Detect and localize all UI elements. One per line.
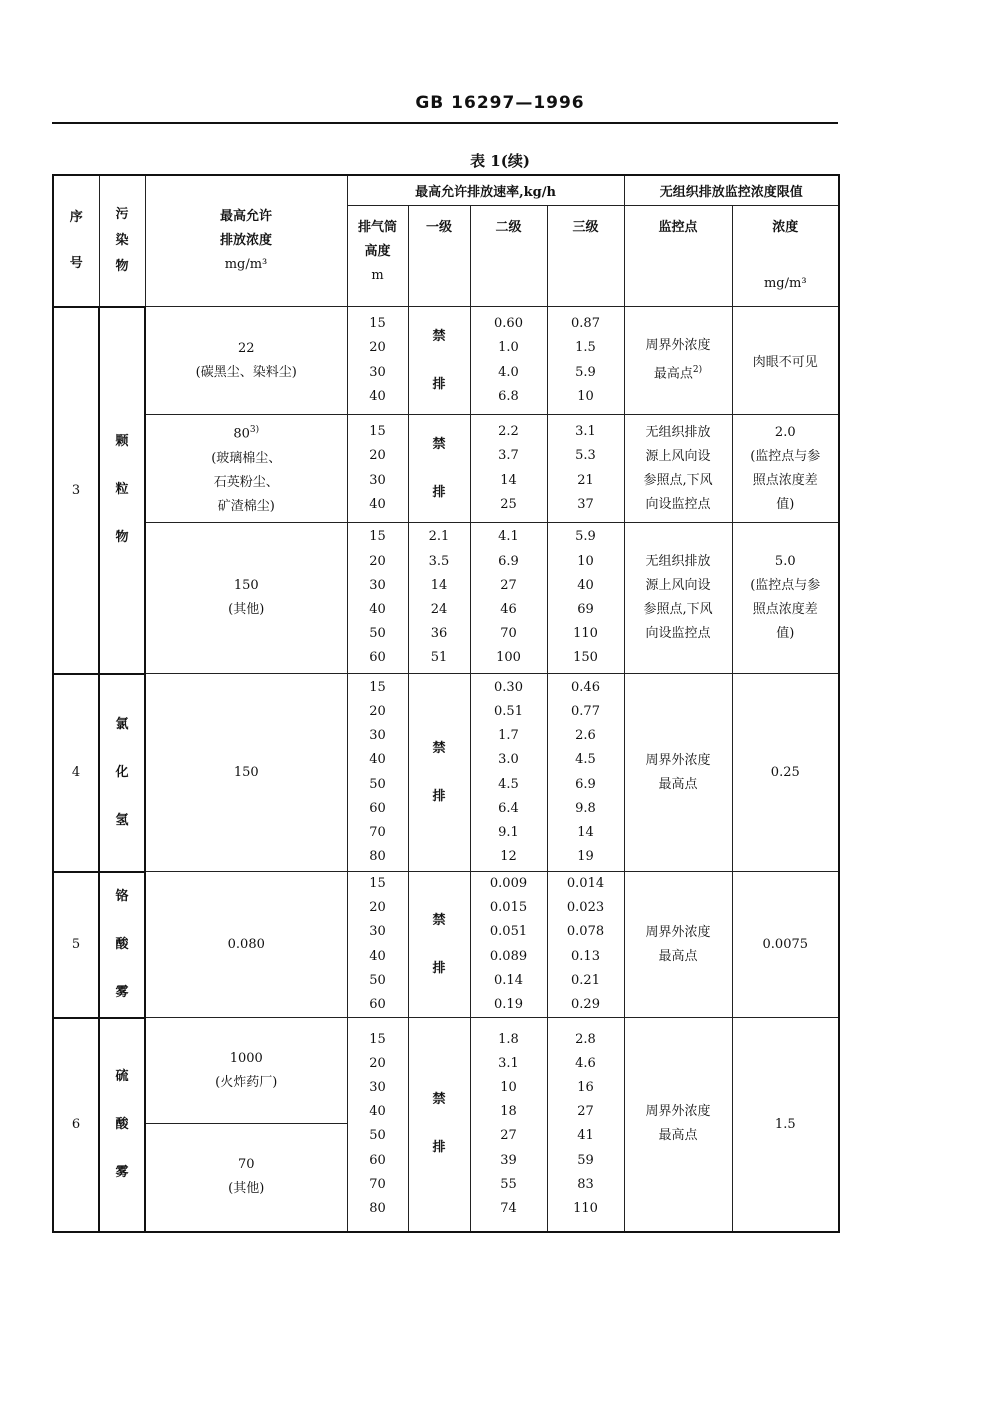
conc-3c: 150 (其他) <box>145 523 347 674</box>
row-3-a <box>53 307 839 415</box>
grade2-6: 1.8 3.1 10 18 27 39 55 74 <box>470 1018 547 1232</box>
grade3-4: 0.46 0.77 2.6 4.5 6.9 9.8 14 19 <box>547 674 624 872</box>
row-5 <box>53 872 839 1018</box>
seq-6: 6 <box>53 1018 99 1232</box>
seq-3: 3 <box>53 307 99 674</box>
limit-3b: 2.0 (监控点与参 照点浓度差 值) <box>732 415 839 523</box>
conc-4: 150 <box>145 674 347 872</box>
row-6-a <box>53 1018 839 1124</box>
row-4 <box>53 674 839 872</box>
heights-6: 15 20 30 40 50 60 70 80 <box>347 1018 408 1232</box>
grade3-5: 0.014 0.023 0.078 0.13 0.21 0.29 <box>547 872 624 1018</box>
grade2-3b: 2.2 3.7 14 25 <box>470 415 547 523</box>
heights-3a: 15 20 30 40 <box>347 307 408 415</box>
grade3-3a: 0.87 1.5 5.9 10 <box>547 307 624 415</box>
limit-3a: 肉眼不可见 <box>732 307 839 415</box>
header-monitor-point: 监控点 <box>624 206 732 307</box>
monitor-4: 周界外浓度 最高点 <box>624 674 732 872</box>
grade1-5: 禁 排 <box>408 872 470 1018</box>
header-grade-2: 二级 <box>470 206 547 307</box>
limit-4: 0.25 <box>732 674 839 872</box>
header-pollutant: 污 染 物 <box>99 175 145 307</box>
heights-5: 15 20 30 40 50 60 <box>347 872 408 1018</box>
limit-5: 0.0075 <box>732 872 839 1018</box>
monitor-3c: 无组织排放 源上风向设 参照点,下风 向设监控点 <box>624 523 732 674</box>
header-max-conc: 最高允许 排放浓度 mg/m³ <box>145 175 347 307</box>
seq-4: 4 <box>53 674 99 872</box>
heights-3c: 15 20 30 40 50 60 <box>347 523 408 674</box>
conc-6a: 1000 (火炸药厂) <box>145 1018 347 1124</box>
limit-6: 1.5 <box>732 1018 839 1232</box>
seq-5: 5 <box>53 872 99 1018</box>
grade2-5: 0.009 0.015 0.051 0.089 0.14 0.19 <box>470 872 547 1018</box>
grade1-3c: 2.1 3.5 14 24 36 51 <box>408 523 470 674</box>
heights-3b: 15 20 30 40 <box>347 415 408 523</box>
conc-3a: 22 (碳黑尘、染料尘) <box>145 307 347 415</box>
conc-3b: 80$^{3)}$ (玻璃棉尘、 石英粉尘、 矿渣棉尘) <box>145 415 347 523</box>
standard-number: GB 16297—1996 <box>415 93 585 113</box>
table-caption: 表 1(续) <box>470 152 530 170</box>
grade1-4: 禁 排 <box>408 674 470 872</box>
pollutant-hcl: 氯 化 氢 <box>99 674 145 872</box>
row-3-c <box>53 523 839 674</box>
grade2-3c: 4.1 6.9 27 46 70 100 <box>470 523 547 674</box>
grade2-4: 0.30 0.51 1.7 3.0 4.5 6.4 9.1 12 <box>470 674 547 872</box>
emission-limits-table <box>52 174 840 1233</box>
conc-6b: 70 (其他) <box>145 1124 347 1232</box>
header-stack-height: 排气筒 高度 m <box>347 206 408 307</box>
grade3-3b: 3.1 5.3 21 37 <box>547 415 624 523</box>
grade3-6: 2.8 4.6 16 27 41 59 83 110 <box>547 1018 624 1232</box>
grade1-6: 禁 排 <box>408 1018 470 1232</box>
header-rule <box>52 122 838 124</box>
header-seq: 序 号 <box>53 175 99 307</box>
grade2-3a: 0.60 1.0 4.0 6.8 <box>470 307 547 415</box>
header-grade-3: 三级 <box>547 206 624 307</box>
grade1-3a: 禁 排 <box>408 307 470 415</box>
header-rate-group: 最高允许排放速率,kg/h <box>347 175 624 206</box>
monitor-3b: 无组织排放 源上风向设 参照点,下风 向设监控点 <box>624 415 732 523</box>
grade3-3c: 5.9 10 40 69 110 150 <box>547 523 624 674</box>
monitor-6: 周界外浓度 最高点 <box>624 1018 732 1232</box>
pollutant-particulate: 颗 粒 物 <box>99 307 145 674</box>
grade1-3b: 禁 排 <box>408 415 470 523</box>
row-3-b <box>53 415 839 523</box>
monitor-5: 周界外浓度 最高点 <box>624 872 732 1018</box>
limit-3c: 5.0 (监控点与参 照点浓度差 值) <box>732 523 839 674</box>
header-row-1 <box>53 175 839 206</box>
pollutant-sulfuric-acid-mist: 硫 酸 雾 <box>99 1018 145 1232</box>
monitor-3a: 周界外浓度 最高点$^{2)}$ <box>624 307 732 415</box>
header-concentration: 浓度 mg/m³ <box>732 206 839 307</box>
pollutant-chromic-acid-mist: 铬 酸 雾 <box>99 872 145 1018</box>
conc-5: 0.080 <box>145 872 347 1018</box>
header-unorganized-group: 无组织排放监控浓度限值 <box>624 175 839 206</box>
header-grade-1: 一级 <box>408 206 470 307</box>
heights-4: 15 20 30 40 50 60 70 80 <box>347 674 408 872</box>
